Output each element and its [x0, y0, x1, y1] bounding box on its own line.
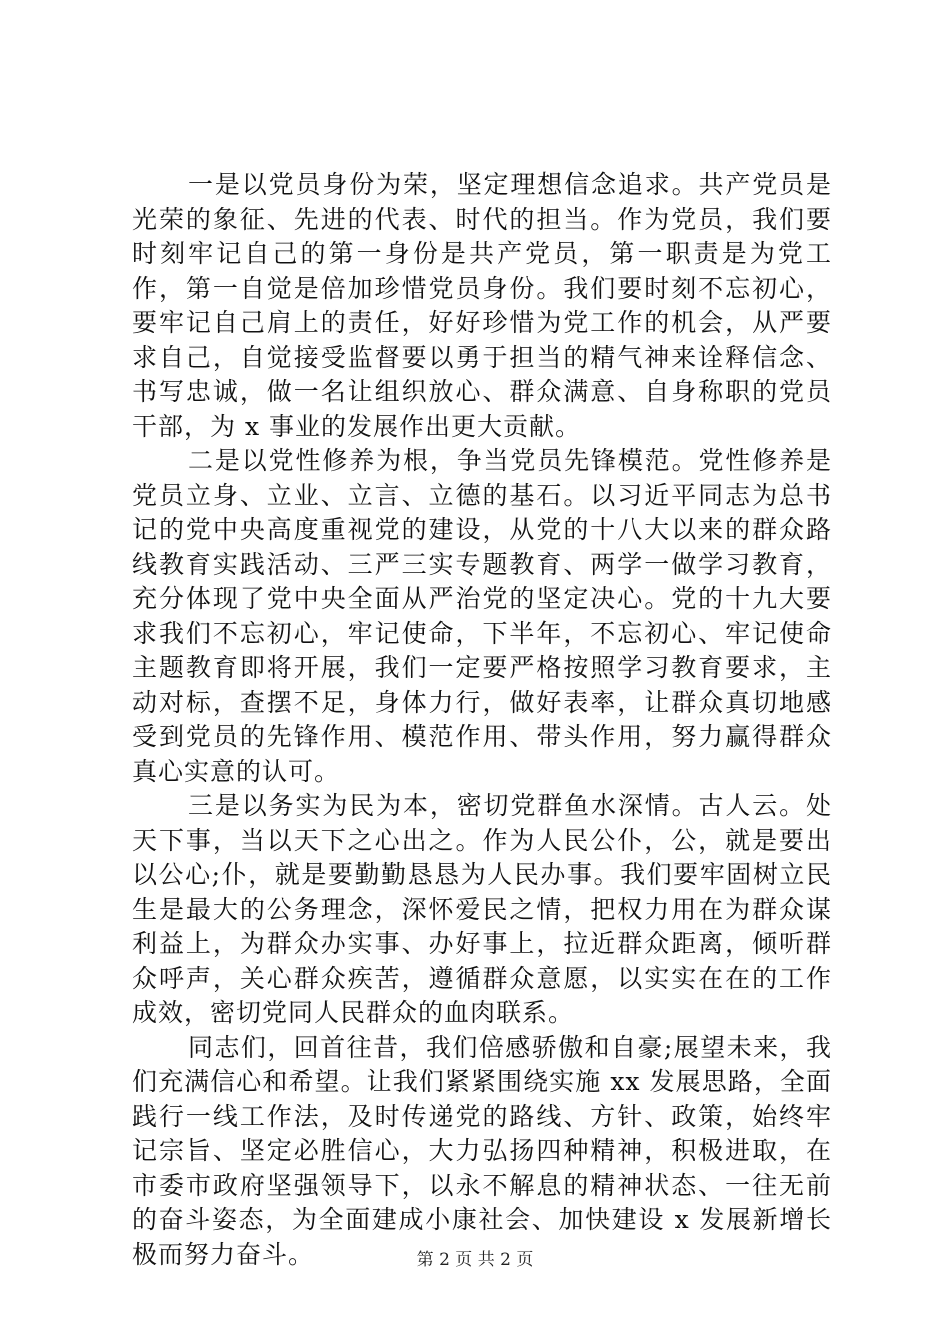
paragraph-2: 二是以党性修养为根，争当党员先锋模范。党性修养是党员立身、立业、立言、立德的基石。以习近平同志为总书记的党中央高度重视党的建设，从党的十八大以来的群众路线教育实践活动、三严三实专题教育、两学一做学习教育，充分体现了党中央全面从严治党的坚定决心。党的十九大要求我们不忘初心，牢记使命，下半年，不忘初心、牢记使命主题教育即将开展，我们一定要严格按照学习教育要求，主动对标，查摆不足，身体力行，做好表率，让群众真切地感受到党员的先锋作用、模范作用、带头作用，努力赢得群众真心实意的认可。: [132, 446, 832, 786]
page-number-footer: 第 2 页 共 2 页: [416, 1250, 534, 1270]
paragraph-1: 一是以党员身份为荣，坚定理想信念追求。共产党员是光荣的象征、先进的代表、时代的担当。作为党员，我们要时刻牢记自己的第一身份是共产党员，第一职责是为党工作，第一自觉是倍加珍惜党员身份。我们要时刻不忘初心，要牢记自己肩上的责任，好好珍惜为党工作的机会，从严要求自己，自觉接受监督要以勇于担当的精气神来诠释信念、书写忠诚，做一名让组织放心、群众满意、自身称职的党员干部，为 x 事业的发展作出更大贡献。: [132, 170, 832, 441]
document-body: [132, 168, 832, 1272]
paragraph-4: 同志们，回首往昔，我们倍感骄傲和自豪;展望未来，我们充满信心和希望。让我们紧紧围绕实施 xx 发展思路，全面践行一线工作法，及时传递党的路线、方针、政策，始终牢记宗旨、坚定必胜信心，大力弘扬四种精神，积极进取，在市委市政府坚强领导下，以永不解息的精神状态、一往无前的奋斗姿态，为全面建成小康社会、加快建设 x 发展新增长极而努力奋斗。: [132, 1032, 832, 1269]
paragraph-3: 三是以务实为民为本，密切党群鱼水深情。古人云。处天下事，当以天下之心出之。作为人民公仆，公，就是要出以公心;仆，就是要勤勤恳恳为人民办事。我们要牢固树立民生是最大的公务理念，深怀爱民之情，把权力用在为群众谋利益上，为群众办实事、办好事上，拉近群众距离，倾听群众呼声，关心群众疾苦，遵循群众意愿，以实实在在的工作成效，密切党同人民群众的血肉联系。: [132, 791, 832, 1027]
